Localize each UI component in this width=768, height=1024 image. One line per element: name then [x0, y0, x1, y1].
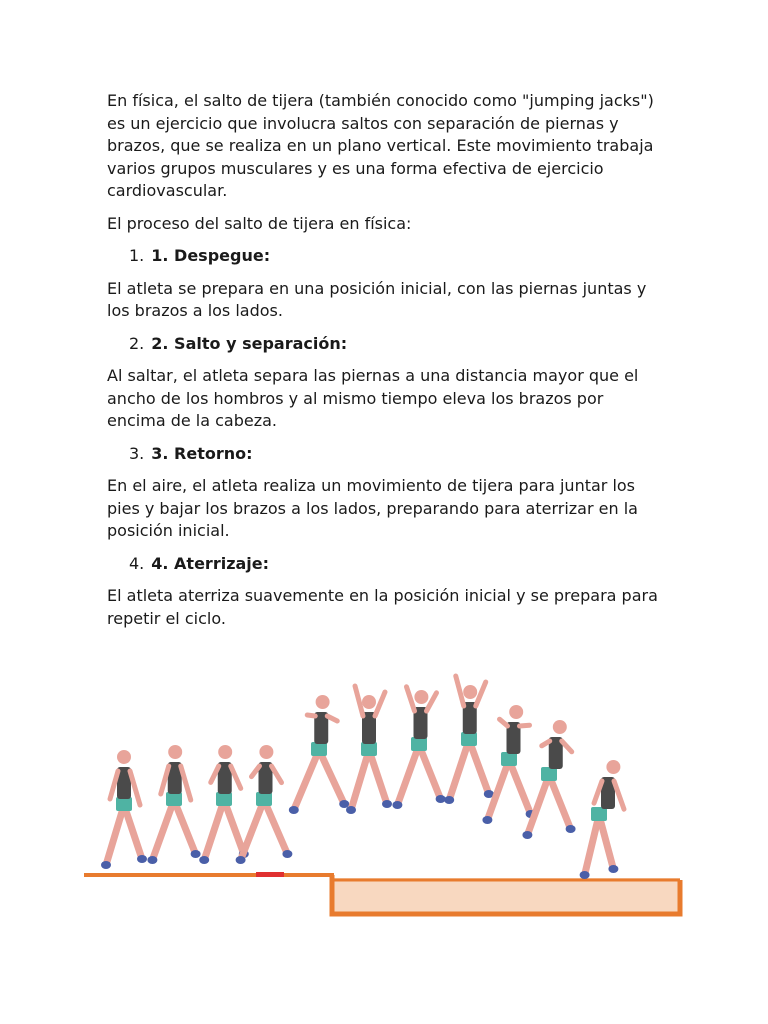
- athlete-leg: [152, 800, 174, 860]
- athlete-shoe: [199, 856, 209, 864]
- athlete-arm: [110, 771, 118, 799]
- document-body: [107, 90, 667, 640]
- step-title: 1. Despegue:: [151, 246, 271, 265]
- athlete-leg: [585, 815, 599, 875]
- athlete-arm: [562, 741, 572, 752]
- athlete-arm: [520, 725, 530, 726]
- step-number: 1.: [129, 246, 145, 265]
- athlete-leg: [369, 750, 387, 804]
- athlete-arm: [614, 781, 624, 809]
- athlete-head: [463, 685, 477, 699]
- athlete-figure: [147, 745, 200, 864]
- athlete-arm: [594, 781, 602, 803]
- athlete-head: [218, 745, 232, 759]
- athlete-arm: [542, 741, 550, 746]
- step-title: 2. Salto y separación:: [151, 333, 348, 353]
- athlete-leg: [449, 740, 469, 800]
- athlete-arm: [375, 692, 385, 716]
- step-3-text: En el aire, el atleta realiza un movimiento de tijera para juntar los pies y bajar los brazos a los lados, preparando para aterrizar en la posición inicial.: [107, 476, 638, 540]
- athlete-leg: [509, 760, 531, 814]
- athlete-shorts: [256, 792, 272, 806]
- athlete-shorts: [461, 732, 477, 746]
- step-4-text: El atleta aterriza suavemente en la posición inicial y se prepara para repetir el ciclo.: [107, 586, 658, 628]
- athlete-arm: [307, 715, 315, 716]
- athlete-leg: [204, 800, 224, 860]
- athlete-head: [553, 720, 567, 734]
- step-number: 2.: [129, 333, 145, 353]
- athlete-shoe: [346, 806, 356, 814]
- athlete-shorts: [216, 792, 232, 806]
- athlete-arm: [252, 766, 260, 777]
- athlete-shorts: [541, 767, 557, 781]
- athlete-leg: [264, 800, 287, 854]
- athlete-shoe: [482, 816, 492, 824]
- athlete-shoe: [580, 871, 590, 879]
- athlete-shorts: [411, 737, 427, 751]
- athlete-figure: [444, 676, 494, 804]
- athlete-shoe: [236, 856, 246, 864]
- athlete-leg: [351, 750, 369, 810]
- jump-sequence-illustration: [84, 660, 684, 920]
- athlete-shoe: [436, 795, 446, 803]
- athlete-shoe: [339, 800, 349, 808]
- athlete-head: [414, 690, 428, 704]
- takeoff-board: [256, 872, 284, 877]
- athlete-figure: [392, 687, 445, 809]
- jump-sequence-svg: [84, 660, 684, 920]
- step-4-heading: [107, 553, 667, 576]
- athlete-head: [362, 695, 376, 709]
- athlete-figure: [482, 705, 535, 824]
- step-number: 3.: [129, 443, 145, 463]
- athlete-arm: [231, 766, 241, 788]
- athlete-leg: [106, 805, 124, 865]
- athlete-shoe: [382, 800, 392, 808]
- athlete-arm: [327, 716, 337, 721]
- athlete-leg: [469, 740, 489, 794]
- athlete-shoe: [147, 856, 157, 864]
- athlete-figure: [522, 720, 575, 839]
- process-heading: El proceso del salto de tijera en física:: [107, 213, 412, 233]
- athlete-head: [606, 760, 620, 774]
- athlete-arm: [181, 766, 191, 800]
- athlete-figure: [580, 760, 624, 879]
- athlete-leg: [599, 815, 613, 869]
- athlete-head: [168, 745, 182, 759]
- athlete-shorts: [361, 742, 377, 756]
- athlete-arm: [211, 766, 219, 782]
- athlete-shoe: [191, 850, 201, 858]
- athlete-figure: [236, 745, 293, 864]
- intro-paragraph: En física, el salto de tijera (también conocido como "jumping jacks") es un ejercicio que involucra saltos con separación de piernas y brazos, que se realiza en un plano vertical. Este movimiento trabaja varios grupos musculares y es una forma efectiva de ejercicio cardiovascular.: [107, 91, 654, 200]
- athlete-shoe: [608, 865, 618, 873]
- athlete-figure: [346, 686, 392, 814]
- step-1-heading: [107, 245, 667, 268]
- athlete-shoe: [522, 831, 532, 839]
- athlete-arm: [355, 686, 363, 716]
- athlete-figure: [199, 745, 249, 864]
- athlete-shoe: [137, 855, 147, 863]
- step-title: 3. Retorno:: [151, 443, 253, 463]
- athlete-leg: [241, 800, 264, 860]
- athlete-leg: [549, 775, 571, 829]
- athlete-figure: [101, 750, 147, 869]
- athlete-arm: [456, 676, 464, 706]
- step-1-text: El atleta se prepara en una posición inicial, con las piernas juntas y los brazos a los lados.: [107, 278, 647, 320]
- athlete-head: [259, 745, 273, 759]
- athlete-leg: [294, 750, 319, 810]
- athlete-head: [117, 750, 131, 764]
- athlete-leg: [397, 745, 419, 805]
- athlete-figure: [289, 695, 349, 814]
- runway-track: [84, 873, 334, 877]
- step-number: 4.: [129, 553, 145, 573]
- athlete-arm: [161, 766, 169, 794]
- athlete-shorts: [591, 807, 607, 821]
- athlete-shoe: [444, 796, 454, 804]
- sand-pit: [334, 878, 680, 913]
- athlete-shorts: [166, 792, 182, 806]
- athlete-shoe: [566, 825, 576, 833]
- athlete-shoe: [101, 861, 111, 869]
- athlete-head: [509, 705, 523, 719]
- athlete-shorts: [311, 742, 327, 756]
- athlete-shoe: [392, 801, 402, 809]
- athlete-arm: [407, 687, 415, 711]
- step-2-text: Al saltar, el atleta separa las piernas a una distancia mayor que el ancho de los hombros y al mismo tiempo eleva los brazos por encima de la cabeza.: [107, 366, 639, 430]
- athlete-arm: [476, 682, 486, 706]
- athlete-leg: [224, 800, 244, 854]
- athlete-leg: [319, 750, 344, 804]
- athlete-leg: [174, 800, 196, 854]
- athlete-head: [316, 695, 330, 709]
- step-3-heading: [107, 443, 667, 466]
- athlete-shoe: [289, 806, 299, 814]
- athlete-arm: [272, 766, 282, 783]
- step-2-heading: [107, 333, 667, 356]
- athlete-leg: [419, 745, 441, 799]
- athlete-shorts: [116, 797, 132, 811]
- athlete-shorts: [501, 752, 517, 766]
- athlete-leg: [124, 805, 142, 859]
- step-title: 4. Aterrizaje:: [151, 553, 270, 573]
- athlete-shoe: [282, 850, 292, 858]
- athlete-arm: [500, 719, 508, 726]
